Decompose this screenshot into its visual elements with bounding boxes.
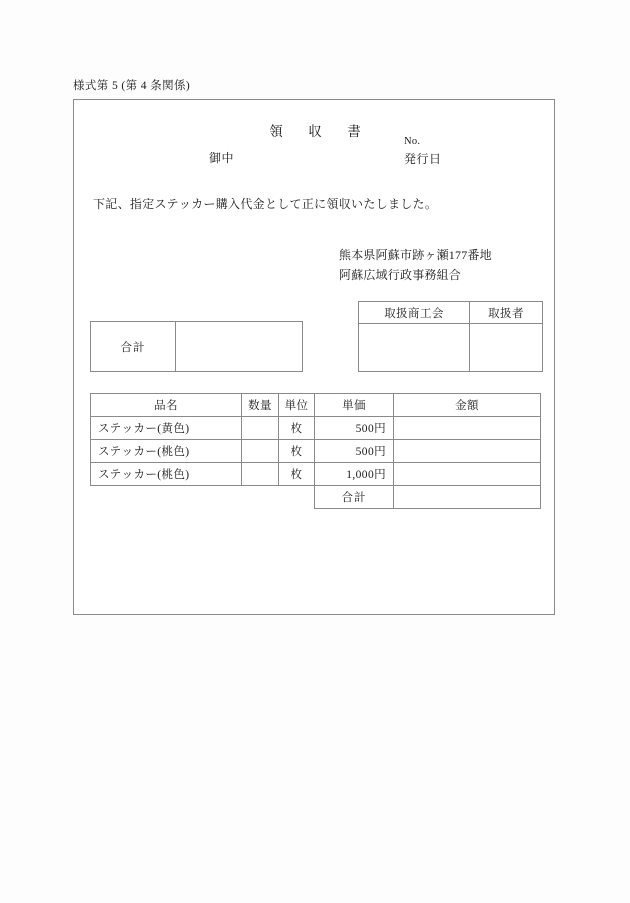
receipt-number-label: No. <box>404 136 421 147</box>
issuer-block <box>339 245 492 285</box>
items-total-row <box>91 486 541 509</box>
item-quantity-field[interactable] <box>242 440 279 463</box>
items-header-amount: 金額 <box>394 394 541 417</box>
total-row-spacer-quantity <box>242 486 279 509</box>
issuer-address: 熊本県阿蘇市跡ヶ瀬177番地 <box>339 248 492 262</box>
item-unit-price: 1,000円 <box>315 463 394 486</box>
grand-total-box <box>90 321 303 372</box>
handler-association-field[interactable] <box>359 324 470 372</box>
document-title: 領 収 書 <box>269 124 367 139</box>
grand-total-label: 合計 <box>91 322 176 372</box>
item-amount-field[interactable] <box>394 440 541 463</box>
table-row <box>91 463 541 486</box>
item-unit-price: 500円 <box>315 440 394 463</box>
receipt-frame <box>73 99 555 615</box>
items-header-name: 品名 <box>91 394 242 417</box>
receipt-body-text: 下記、指定ステッカー購入代金として正に領収いたしました。 <box>93 197 438 211</box>
item-name: ステッカー(黄色) <box>91 417 242 440</box>
item-unit: 枚 <box>279 417 315 440</box>
items-header-unit: 単位 <box>279 394 315 417</box>
items-table <box>90 393 541 509</box>
handler-table <box>358 301 543 372</box>
issuer-organization: 阿蘇広域行政事務組合 <box>339 268 462 282</box>
item-unit-price: 500円 <box>315 417 394 440</box>
addressee-suffix-label: 御中 <box>209 151 235 165</box>
grand-total-row <box>91 322 303 372</box>
table-row <box>91 440 541 463</box>
item-quantity-field[interactable] <box>242 417 279 440</box>
grand-total-field[interactable] <box>176 322 303 372</box>
handler-association-header: 取扱商工会 <box>359 302 470 324</box>
issue-date-label: 発行日 <box>404 152 442 166</box>
handler-person-field[interactable] <box>470 324 543 372</box>
item-quantity-field[interactable] <box>242 463 279 486</box>
item-amount-field[interactable] <box>394 417 541 440</box>
items-header-row <box>91 394 541 417</box>
items-header-unit-price: 単価 <box>315 394 394 417</box>
item-amount-field[interactable] <box>394 463 541 486</box>
item-name: ステッカー(桃色) <box>91 440 242 463</box>
items-total-amount-field[interactable] <box>394 486 541 509</box>
total-row-spacer-name <box>91 486 242 509</box>
item-unit: 枚 <box>279 440 315 463</box>
total-row-spacer-unit <box>279 486 315 509</box>
item-name: ステッカー(桃色) <box>91 463 242 486</box>
handler-value-row <box>359 324 543 372</box>
handler-person-header: 取扱者 <box>470 302 543 324</box>
handler-header-row <box>359 302 543 324</box>
items-header-quantity: 数量 <box>242 394 279 417</box>
table-row <box>91 417 541 440</box>
form-number-label: 様式第 5 (第 4 条関係) <box>73 80 191 92</box>
item-unit: 枚 <box>279 463 315 486</box>
items-total-label: 合計 <box>315 486 394 509</box>
